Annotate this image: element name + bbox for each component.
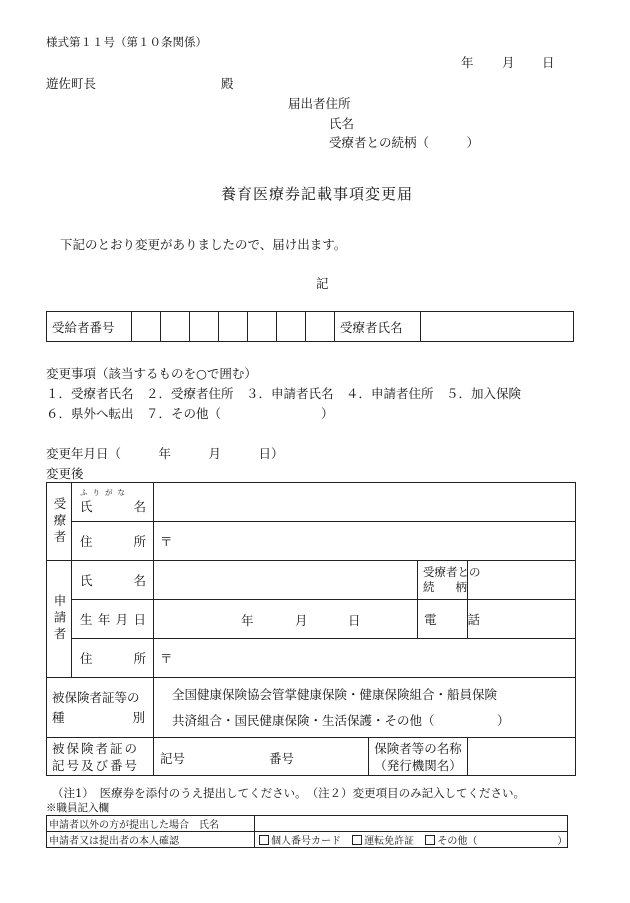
applicant-group-label: 申請者 (47, 561, 72, 678)
change-date: 変更年月日（ 年 月 日） (46, 446, 284, 461)
number-cell[interactable] (132, 312, 161, 342)
recipient-table (46, 311, 574, 342)
recipient-number-label: 受給者番号 (47, 312, 132, 342)
honorific: 殿 (221, 76, 234, 91)
insurance-options-line2: 共済組合・国民健康保険・生活保護・その他（ ） (172, 712, 510, 728)
birth-day: 日 (348, 613, 361, 628)
staff-row2-label: 申請者又は提出者の本人確認 (47, 832, 255, 848)
insurer-input[interactable] (468, 738, 576, 776)
symbol-label: 記号 (160, 750, 186, 766)
number-label: 番号 (269, 750, 295, 766)
date-month: 月 (502, 55, 515, 70)
insurance-options-line1: 全国健康保険協会管掌健康保険・健康保険組合・船員保険 (172, 686, 498, 702)
applicant-address-label: 届出者住所 (288, 96, 351, 111)
applicant-name-label: 氏名 (329, 116, 355, 131)
postal-mark: 〒 (160, 651, 173, 666)
relation-line2: 続 柄 (423, 580, 467, 594)
phone-input[interactable] (468, 600, 576, 639)
insurance-type-label: 被保険者証等の 種 別 (47, 678, 154, 738)
patient-name-input[interactable] (154, 483, 576, 522)
id-check-options (255, 832, 568, 848)
birth-month: 月 (295, 613, 308, 628)
notes: （注1） 医療券を添付のうえ提出してください。 （注２）変更項目のみ記入してください。 (52, 786, 526, 800)
checkbox-other[interactable]: その他（ ） (425, 836, 567, 847)
birthdate-label: 生 年 月 日 (72, 600, 154, 639)
number-cell[interactable] (248, 312, 277, 342)
birth-year: 年 (241, 613, 254, 628)
applicant-name-label: 氏 名 (72, 561, 154, 600)
patient-name-label-cell (72, 483, 154, 522)
date-year: 年 (461, 55, 474, 70)
insurer-label: 保険者等の名称 （発行機関名） (369, 738, 468, 776)
checkbox-license[interactable]: 運転免許証 (352, 836, 414, 847)
cert-label: 被保険者証の 記号及び番号 (47, 738, 154, 776)
patient-address-input[interactable] (154, 522, 576, 561)
number-cell[interactable] (306, 312, 335, 342)
change-items-heading: 変更事項（該当するものを○で囲む） (46, 366, 257, 381)
insurance-options[interactable] (154, 678, 576, 738)
cert-input[interactable] (154, 738, 369, 776)
relation-cell: 受療者との 続 柄 (418, 561, 468, 600)
document-title: 養育医療券記載事項変更届 (221, 185, 414, 203)
change-items-line1: １．受療者氏名 ２．受療者住所 ３．申請者氏名 ４．申請者住所 ５．加入保険 (46, 386, 522, 401)
applicant-address-label: 住 所 (72, 639, 154, 678)
phone-label: 電 話 (418, 600, 468, 639)
after-change-label: 変更後 (46, 466, 84, 481)
number-cell[interactable] (219, 312, 248, 342)
number-cell[interactable] (161, 312, 190, 342)
applicant-address-input[interactable] (154, 639, 576, 678)
intro-text: 下記のとおり変更がありましたので、届け出ます。 (60, 237, 347, 252)
checkbox-mynumber[interactable]: 個人番号カード (259, 836, 341, 847)
relation-label: 受療者との続柄（ ） (329, 135, 480, 150)
applicant-name-input[interactable] (154, 561, 418, 600)
name-label: 氏 名 (80, 499, 146, 514)
relation-input[interactable] (468, 561, 576, 600)
number-cell[interactable] (190, 312, 219, 342)
patient-name-label: 受療者氏名 (335, 312, 421, 342)
patient-group-label: 受療者 (47, 483, 72, 561)
ki-marker: 記 (316, 276, 329, 291)
patient-address-label: 住 所 (72, 522, 154, 561)
birthdate-input[interactable] (154, 600, 418, 639)
form-number: 様式第１１号（第１０条関係） (46, 35, 207, 49)
staff-row1-input[interactable] (255, 816, 568, 832)
staff-row1-label: 申請者以外の方が提出した場合 氏名 (47, 816, 255, 832)
staff-table (46, 815, 568, 848)
main-table (46, 482, 576, 776)
number-cell[interactable] (277, 312, 306, 342)
postal-mark: 〒 (160, 534, 173, 549)
date-day: 日 (542, 55, 555, 70)
addressee: 遊佐町長 (46, 76, 97, 91)
patient-name-field[interactable] (421, 312, 574, 342)
change-items-line2: ６．県外へ転出 ７．その他（ ） (46, 406, 334, 421)
furigana-label: ふりがな (80, 488, 130, 497)
staff-heading: ※職員記入欄 (46, 802, 109, 814)
